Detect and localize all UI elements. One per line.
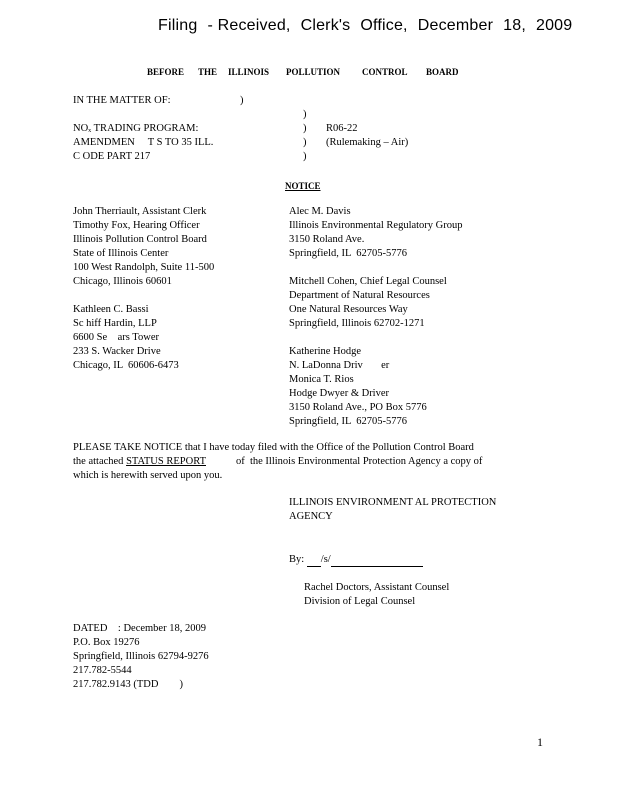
service-line: Springfield, IL 62705-5776	[289, 416, 408, 427]
filing-header-word: Clerk's	[300, 17, 351, 34]
dated-line: Springfield, Illinois 62794-9276	[73, 651, 209, 662]
service-line: Alec M. Davis	[289, 206, 351, 217]
service-line	[289, 331, 463, 345]
service-line	[289, 261, 463, 275]
service-line	[73, 289, 214, 303]
service-line: 3150 Roland Ave.	[289, 234, 365, 245]
board-title-word: THE	[198, 67, 218, 77]
notice-body-line: which is herewith served upon you.	[73, 470, 223, 481]
service-line: Monica T. Rios	[289, 374, 354, 385]
filing-header-word: December	[417, 17, 494, 34]
service-list-right	[289, 205, 463, 429]
caption-paren: )	[303, 109, 307, 120]
dated-line: DATED : December 18, 2009	[73, 623, 206, 634]
service-line: N. LaDonna Driv er	[289, 360, 390, 371]
dated-line: 217.782-5544	[73, 665, 132, 676]
notice-body-line: PLEASE TAKE NOTICE that I have today filed with the Office of the Pollution Control Board	[73, 442, 474, 453]
signatory-name: Rachel Doctors, Assistant Counsel	[304, 582, 450, 593]
service-line: 6600 Se ars Tower	[73, 332, 159, 343]
signature-rule	[307, 566, 321, 567]
dated-block	[73, 622, 209, 692]
board-title-word: BEFORE	[147, 67, 185, 77]
notice-body	[73, 441, 482, 483]
status-report-link: STATUS REPORT	[126, 456, 206, 467]
matter-title	[73, 122, 213, 164]
board-title-word: ILLINOIS	[228, 67, 270, 77]
service-line: Chicago, Illinois 60601	[73, 276, 172, 287]
signatory-division: Division of Legal Counsel	[304, 596, 416, 607]
signature-line	[289, 553, 423, 567]
notice-heading: NOTICE	[285, 181, 321, 191]
filing-header-word: Filing	[158, 17, 198, 34]
service-line: 233 S. Wacker Drive	[73, 346, 161, 357]
service-line: Timothy Fox, Hearing Officer	[73, 220, 200, 231]
filing-header-word: - Received,	[207, 17, 291, 34]
case-number: R06-22	[326, 123, 358, 134]
matter-title-line: C ODE PART 217	[73, 151, 151, 162]
dated-line: P.O. Box 19276	[73, 637, 140, 648]
service-list-left	[73, 205, 214, 373]
by-label: By:	[289, 554, 305, 565]
service-line: Illinois Pollution Control Board	[73, 234, 207, 245]
service-line: Department of Natural Resources	[289, 290, 430, 301]
service-line: Springfield, IL 62705-5776	[289, 248, 408, 259]
service-line: Katherine Hodge	[289, 346, 362, 357]
caption-paren: )	[303, 123, 307, 134]
board-title-word: POLLUTION	[286, 67, 341, 77]
filing-header-word: 18,	[503, 17, 526, 34]
signatory	[304, 581, 449, 609]
notice-body-text: the attached	[73, 456, 127, 467]
service-line: Hodge Dwyer & Driver	[289, 388, 390, 399]
matter-title-line: AMENDMEN T S TO 35 ILL.	[73, 137, 214, 148]
service-line: One Natural Resources Way	[289, 304, 408, 315]
in-the-matter-label: IN THE MATTER OF:	[73, 95, 171, 106]
service-line: 100 West Randolph, Suite 11-500	[73, 262, 215, 273]
filing-header	[158, 17, 582, 35]
signed-mark: /s/	[320, 554, 331, 565]
caption-paren: )	[240, 95, 244, 106]
board-title-word: CONTROL	[362, 67, 408, 77]
notice-body-text: of the Illinois Environmental Protection Agency a copy of	[235, 456, 483, 467]
service-line: Illinois Environmental Regulatory Group	[289, 220, 463, 231]
service-line: 3150 Roland Ave., PO Box 5776	[289, 402, 427, 413]
dated-line: 217.782.9143 (TDD )	[73, 679, 183, 690]
filing-header-word: Office,	[360, 17, 408, 34]
case-type: (Rulemaking – Air)	[326, 137, 409, 148]
service-line: Kathleen C. Bassi	[73, 304, 149, 315]
caption-paren: )	[303, 151, 307, 162]
service-line: Sc hiff Hardin, LLP	[73, 318, 157, 329]
matter-title-line: NOₓ TRADING PROGRAM:	[73, 123, 199, 134]
filing-header-word: 2009	[535, 17, 573, 34]
service-line: State of Illinois Center	[73, 248, 169, 259]
caption-paren: )	[303, 137, 307, 148]
service-line: Springfield, Illinois 62702-1271	[289, 318, 425, 329]
agency-line: AGENCY	[289, 511, 333, 522]
service-line: Chicago, IL 60606-6473	[73, 360, 179, 371]
board-title-word: BOARD	[426, 67, 459, 77]
service-line: Mitchell Cohen, Chief Legal Counsel	[289, 276, 447, 287]
signature-rule	[331, 566, 423, 567]
page-number: 1	[537, 735, 543, 749]
notice-body-line	[73, 455, 482, 469]
caption-parens	[303, 108, 307, 164]
agency-name	[289, 496, 496, 524]
agency-line: ILLINOIS ENVIRONMENT AL PROTECTION	[289, 497, 497, 508]
service-line: John Therriault, Assistant Clerk	[73, 206, 207, 217]
